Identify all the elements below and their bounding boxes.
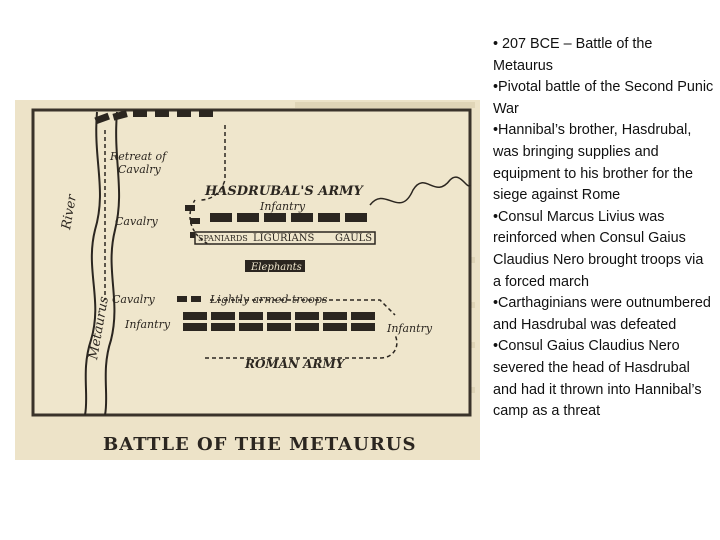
- bullet-item: • 207 BCE – Battle of the Metaurus: [493, 36, 653, 74]
- battle-map: [15, 100, 480, 460]
- gauls-label: GAULS: [335, 233, 373, 244]
- retreat-label-1: Retreat of: [110, 150, 167, 163]
- bullet-item: •Hannibal’s brother, Hasdrubal, was bringing supplies and equipment to his brother for the siege against Rome: [493, 122, 693, 204]
- hasdrubal-army-label: HASDRUBAL'S ARMY: [205, 184, 363, 199]
- lightly-armed-label: Lightly armed troops: [210, 293, 328, 306]
- cavalry-top-label: Cavalry: [115, 215, 158, 228]
- bullet-item: •Consul Gaius Claudius Nero severed the head of Hasdrubal and had it thrown into Hannibal’s camp as a threat: [493, 338, 702, 420]
- ligurians-label: LIGURIANS: [253, 233, 315, 244]
- bullet-item: •Carthaginians were outnumbered and Hasdrubal was defeated: [493, 295, 711, 333]
- spaniards-label: SPANIARDS: [198, 234, 248, 243]
- bullet-item: •Consul Marcus Livius was reinforced when Consul Gaius Claudius Nero brought troops via a forced march: [493, 208, 704, 290]
- bullet-list: [493, 34, 715, 423]
- bullet-item: •Pivotal battle of the Second Punic War: [493, 79, 714, 117]
- retreat-label-2: Cavalry: [118, 163, 161, 176]
- cavalry-bottom-label: Cavalry: [112, 293, 155, 306]
- river-name-label: Metaurus: [86, 295, 112, 361]
- elephants-label: Elephants: [251, 262, 302, 273]
- roman-army-label: ROMAN ARMY: [245, 357, 345, 371]
- infantry-right-label: Infantry: [387, 322, 433, 335]
- infantry-left-label: Infantry: [125, 318, 171, 331]
- infantry-top-label: Infantry: [260, 200, 306, 213]
- battle-map-image: [15, 100, 480, 460]
- map-title: BATTLE OF THE METAURUS: [103, 434, 417, 455]
- river-label: River: [59, 193, 81, 231]
